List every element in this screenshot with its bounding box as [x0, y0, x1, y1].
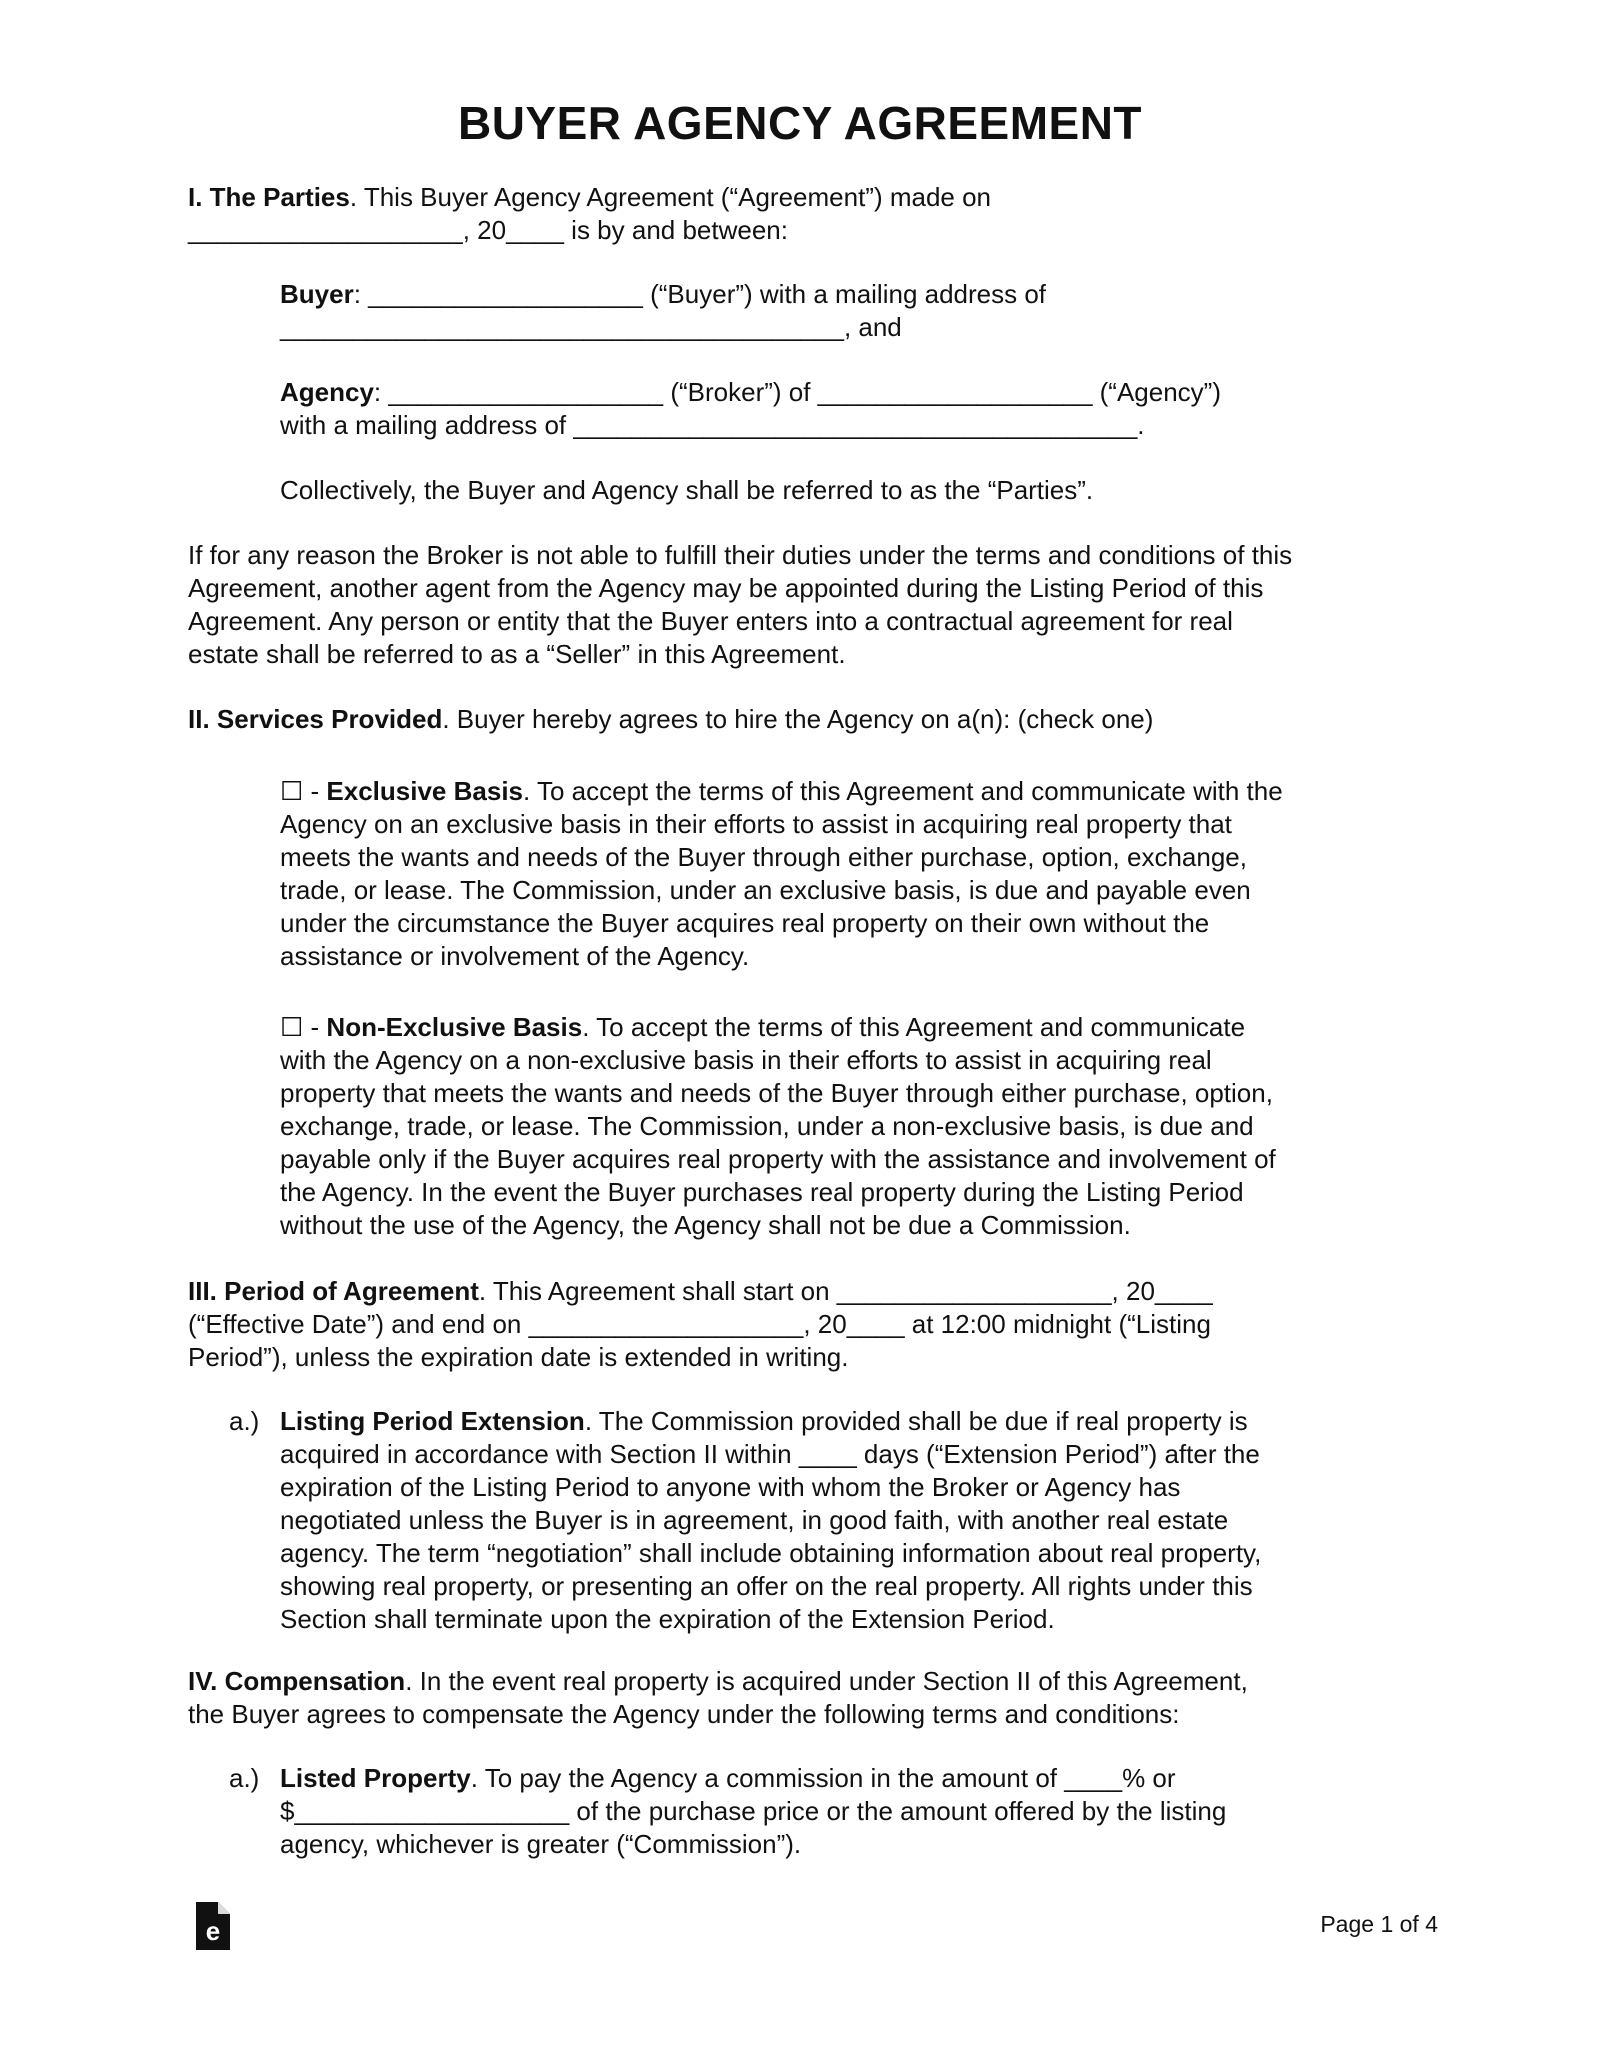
exclusive-basis-line: assistance or involvement of the Agency. [280, 941, 750, 971]
logo-shape [196, 1902, 230, 1950]
broker-paragraph [188, 539, 1292, 671]
document-title: BUYER AGENCY AGREEMENT [457, 97, 1143, 149]
parties-heading: I. The Parties [188, 182, 350, 212]
exclusive-basis-checkbox[interactable]: ☐ [280, 776, 304, 806]
non-exclusive-basis-separator: - [303, 1012, 327, 1042]
svg-text:e: e [205, 1916, 221, 1946]
exclusive-basis-line: under the circumstance the Buyer acquires real property on their own without the [280, 908, 1210, 938]
exclusive-basis-separator: - [303, 776, 327, 806]
broker-paragraph-line: Agreement. Any person or entity that the Buyer enters into a contractual agreement for real [188, 606, 1233, 636]
collectively-paragraph: Collectively, the Buyer and Agency shall be referred to as the “Parties”. [280, 475, 1094, 505]
exclusive-basis-text: . To accept the terms of this Agreement and communicate with the [523, 776, 1283, 806]
extension-line-1 [280, 1405, 1261, 1438]
broker-paragraph-line: If for any reason the Broker is not able to fulfill their duties under the terms and conditions of this [188, 540, 1293, 570]
buyer-label: Buyer [280, 279, 354, 309]
parties-intro-line-2: ___________________, 20____ is by and between: [188, 215, 788, 245]
services-intro [188, 703, 1153, 736]
buyer-line-1 [280, 278, 1046, 311]
non-exclusive-basis-line: with the Agency on a non-exclusive basis in their efforts to assist in acquiring real [280, 1045, 1212, 1075]
exclusive-basis-line: Agency on an exclusive basis in their efforts to assist in acquiring real property that [280, 809, 1232, 839]
services-intro-text: . Buyer hereby agrees to hire the Agency on a(n): (check one) [442, 704, 1154, 734]
extension-line: expiration of the Listing Period to anyone with whom the Broker or Agency has [280, 1472, 1181, 1502]
buyer-line-1-text: : ___________________ (“Buyer”) with a mailing address of [353, 279, 1047, 309]
broker-paragraph-line: estate shall be referred to as a “Seller” in this Agreement. [188, 639, 846, 669]
period-line-1 [188, 1275, 1213, 1308]
agency-line-1-text: : ___________________ (“Broker”) of ___________________ (“Agency”) [373, 377, 1221, 407]
non-exclusive-basis-line-1 [280, 1011, 1276, 1044]
exclusive-basis-line: trade, or lease. The Commission, under an exclusive basis, is due and payable even [280, 875, 1251, 905]
listed-property-line-1-text: . To pay the Agency a commission in the amount of ____% or [470, 1763, 1176, 1793]
period-heading: III. Period of Agreement [188, 1276, 479, 1306]
extension-line: Section shall terminate upon the expiration of the Extension Period. [280, 1604, 1055, 1634]
non-exclusive-basis-checkbox[interactable]: ☐ [280, 1012, 304, 1042]
non-exclusive-basis-option [280, 1011, 1276, 1242]
non-exclusive-basis-label: Non-Exclusive Basis [326, 1012, 583, 1042]
period-paragraph [188, 1275, 1213, 1374]
extension-line: negotiated unless the Buyer is in agreement, in good faith, with another real estate [280, 1505, 1229, 1535]
broker-paragraph-line: Agreement, another agent from the Agency may be appointed during the Listing Period of this [188, 573, 1264, 603]
extension-marker: a.) [229, 1406, 260, 1436]
exclusive-basis-label: Exclusive Basis [326, 776, 523, 806]
exclusive-basis-option [280, 775, 1283, 973]
non-exclusive-basis-line: property that meets the wants and needs of the Buyer through either purchase, option, [280, 1078, 1273, 1108]
extension-line: acquired in accordance with Section II within ____ days (“Extension Period”) after the [280, 1439, 1260, 1469]
extension-line-1-text: . The Commission provided shall be due if real property is [584, 1406, 1248, 1436]
listed-property [280, 1762, 1226, 1861]
period-line-1-text: . This Agreement shall start on ___________________, 20____ [478, 1276, 1213, 1306]
non-exclusive-basis-line: without the use of the Agency, the Agency shall not be due a Commission. [280, 1210, 1131, 1240]
buyer-line-2: _______________________________________, and [280, 312, 902, 342]
page-number: Page 1 of 4 [1320, 1911, 1438, 1937]
exclusive-basis-line: meets the wants and needs of the Buyer through either purchase, option, exchange, [280, 842, 1247, 872]
extension-line: agency. The term “negotiation” shall include obtaining information about real property, [280, 1538, 1262, 1568]
listed-property-marker: a.) [229, 1763, 260, 1793]
listed-property-line: agency, whichever is greater (“Commission”). [280, 1829, 802, 1859]
compensation-line-1-text: . In the event real property is acquired under Section II of this Agreement, [405, 1666, 1248, 1696]
compensation-paragraph [188, 1665, 1248, 1731]
period-line: (“Effective Date”) and end on ___________________, 20____ at 12:00 midnight (“Listing [188, 1309, 1211, 1339]
non-exclusive-basis-line: exchange, trade, or lease. The Commission, under a non-exclusive basis, is due and [280, 1111, 1254, 1141]
non-exclusive-basis-line: payable only if the Buyer acquires real property with the assistance and involvement of [280, 1144, 1276, 1174]
non-exclusive-basis-line: the Agency. In the event the Buyer purchases real property during the Listing Period [280, 1177, 1244, 1207]
listed-property-line-1 [280, 1762, 1226, 1795]
compensation-line-1 [188, 1665, 1248, 1698]
agency-line-1 [280, 376, 1221, 409]
compensation-line-2: the Buyer agrees to compensate the Agency under the following terms and conditions: [188, 1699, 1180, 1729]
period-line: Period”), unless the expiration date is extended in writing. [188, 1342, 849, 1372]
exclusive-basis-line-1 [280, 775, 1283, 808]
parties-intro-text: . This Buyer Agency Agreement (“Agreement”) made on [349, 182, 992, 212]
agency-label: Agency [280, 377, 374, 407]
extension-line: showing real property, or presenting an offer on the real property. All rights under this [280, 1571, 1253, 1601]
agency-line-2: with a mailing address of _______________________________________. [280, 410, 1145, 440]
services-heading: II. Services Provided [188, 704, 443, 734]
non-exclusive-basis-text: . To accept the terms of this Agreement and communicate [582, 1012, 1246, 1042]
document-e-logo-icon [196, 1902, 230, 1955]
extension-label: Listing Period Extension [280, 1406, 585, 1436]
listing-period-extension [280, 1405, 1261, 1636]
parties-intro-line-1 [188, 181, 991, 214]
compensation-heading: IV. Compensation [188, 1666, 406, 1696]
listed-property-line: $___________________ of the purchase price or the amount offered by the listing [280, 1796, 1227, 1826]
listed-property-label: Listed Property [280, 1763, 471, 1793]
